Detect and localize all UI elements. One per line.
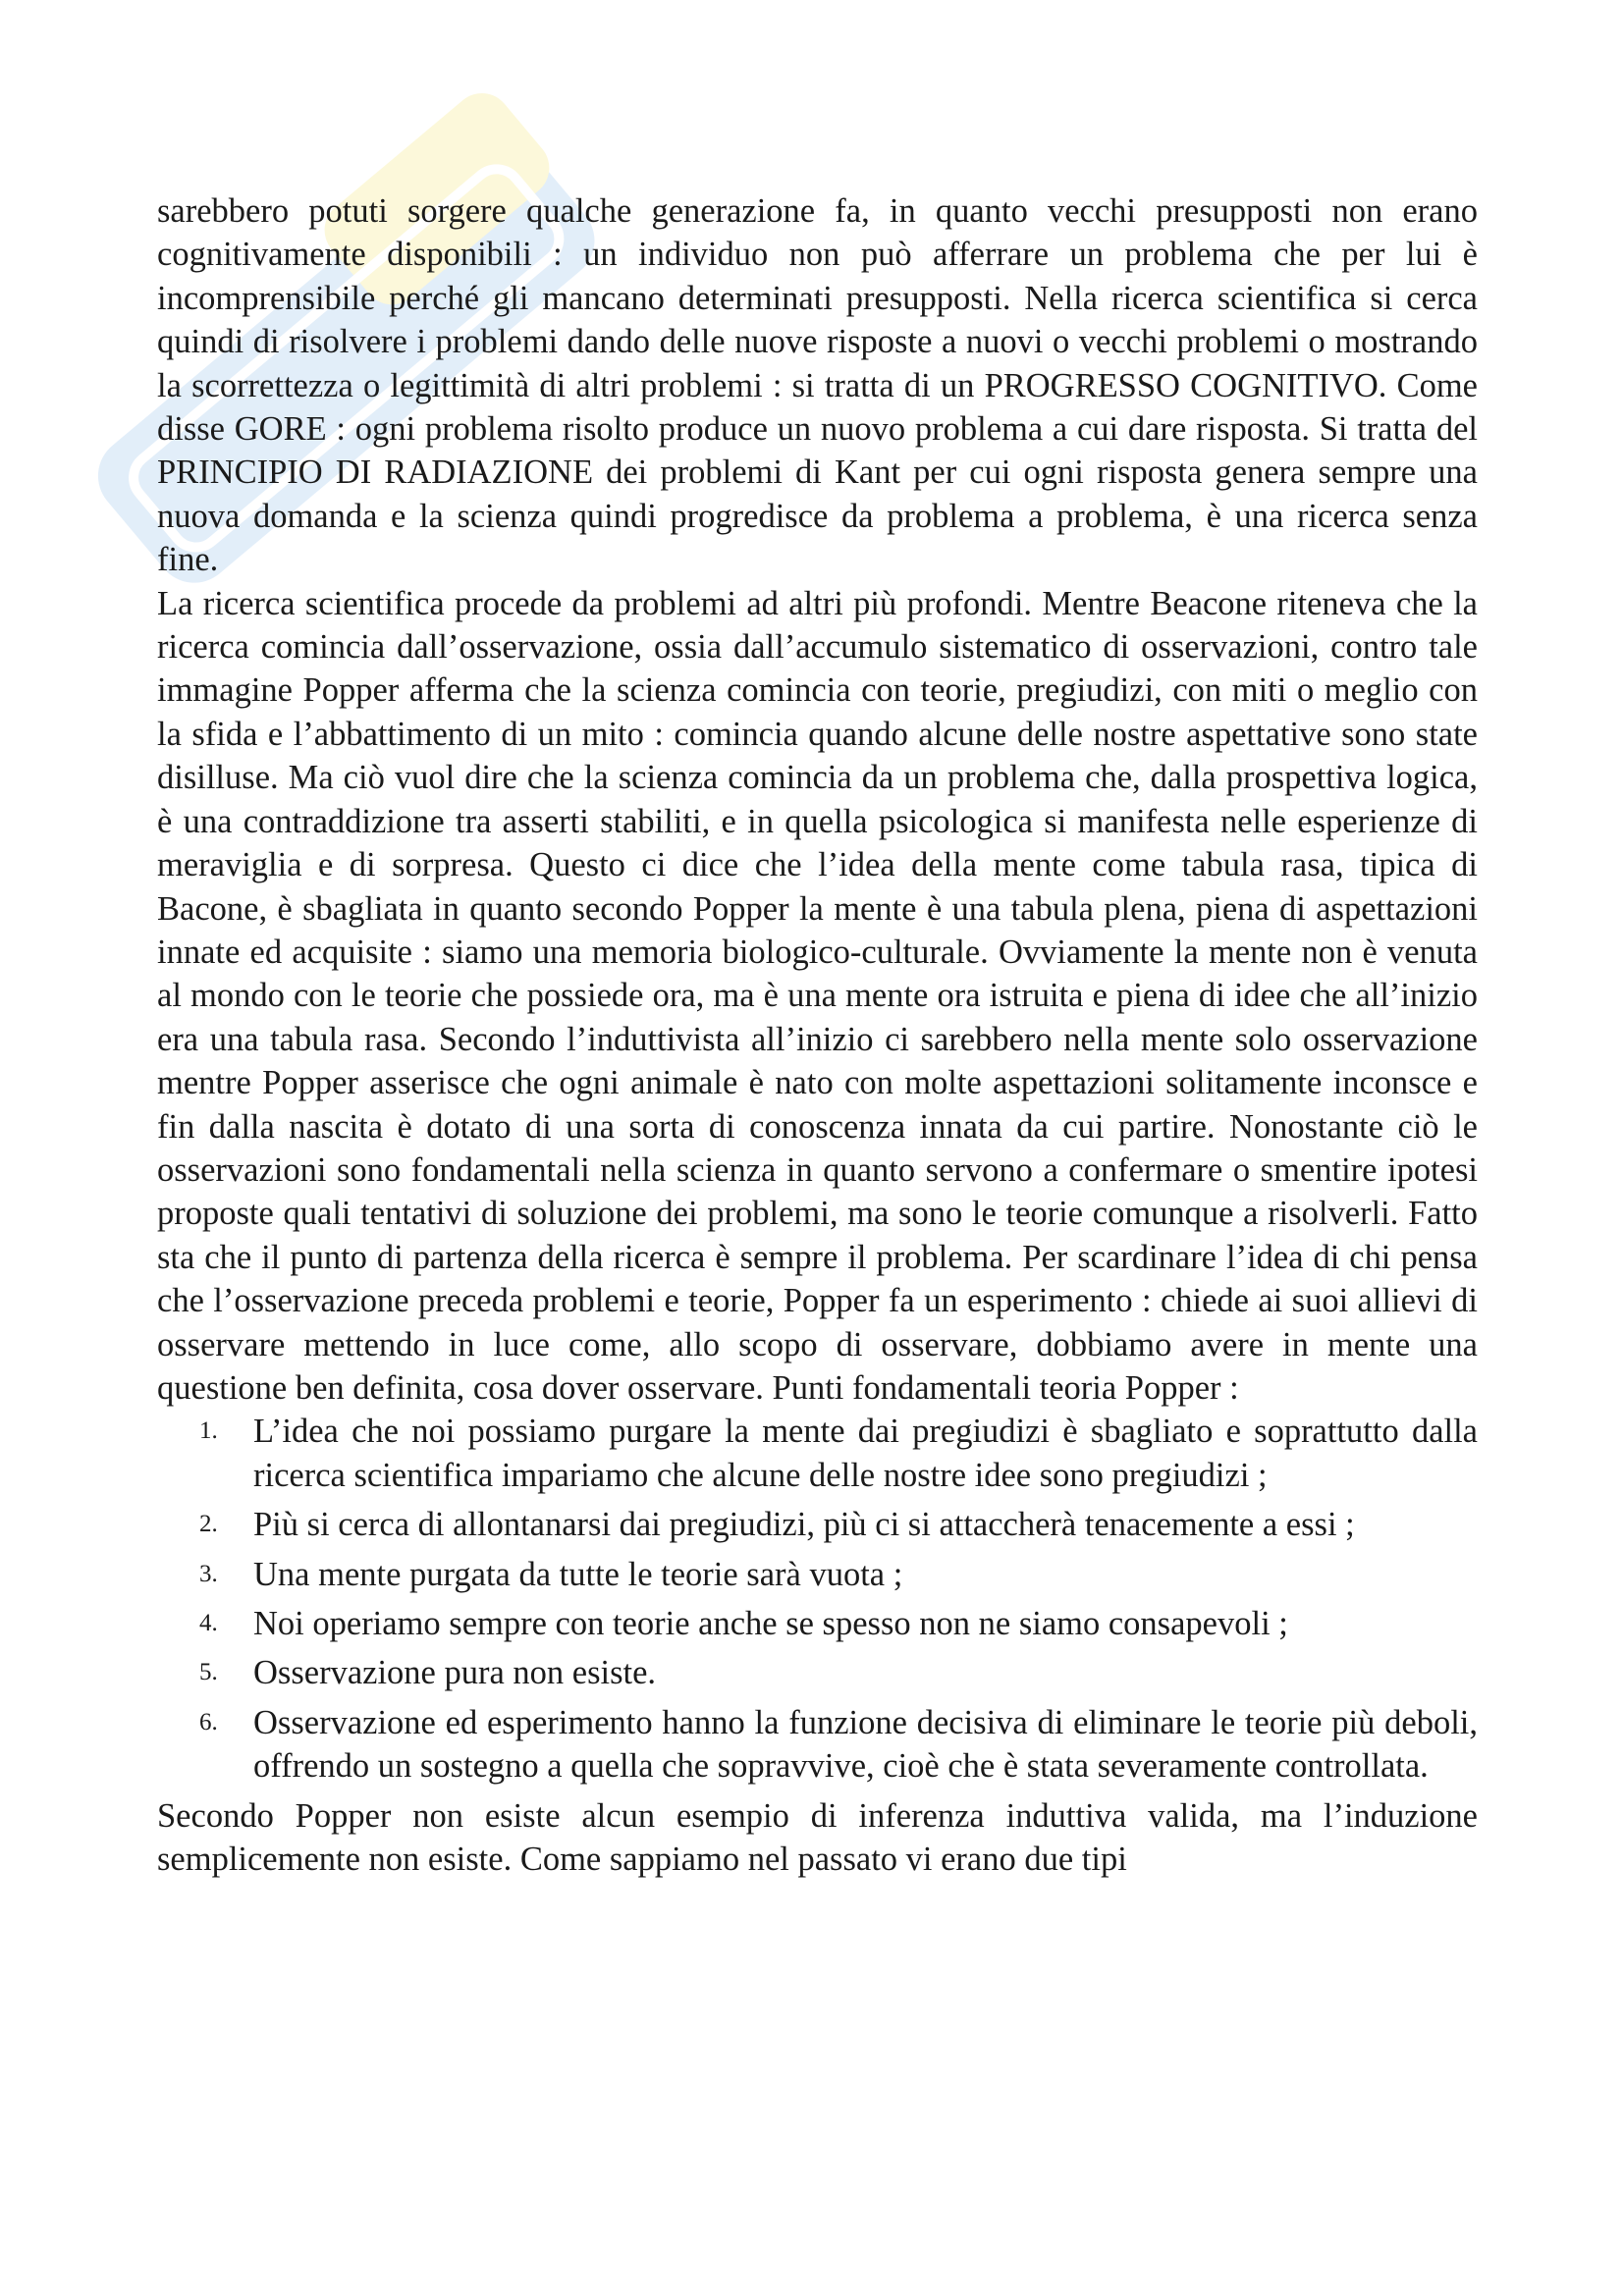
document-page	[157, 189, 1478, 1881]
list-text: Osservazione ed esperimento hanno la funzione decisiva di eliminare le teorie più deboli, offrendo un sostegno a quella che sopravvive, cioè che è stata severamente controllata.	[253, 1703, 1478, 1786]
list-item	[199, 1410, 1478, 1497]
paragraph-2: La ricerca scientifica procede da problemi ad altri più profondi. Mentre Beacone riteneva che la ricerca comincia dall’osservazione, ossia dall’accumulo sistematico di osservazioni, contro tale immagine Popper afferma che la scienza comincia con teorie, pregiudizi, con miti o meglio con la sfida e l’abbattimento di un mito : comincia quando alcune delle nostre aspettative sono state disilluse. Ma ciò vuol dire che la scienza comincia da un problema che, dalla prospettiva logica, è una contraddizione tra asserti stabiliti, e in quella psicologica si manifesta nelle esperienze di meraviglia e di sorpresa. Questo ci dice che l’idea della mente come tabula rasa, tipica di Bacone, è sbagliata in quanto secondo Popper la mente è una tabula plena, piena di aspettazioni innate ed acquisite : siamo una memoria biologico-culturale. Ovviamente la mente non è venuta al mondo con le teorie che possiede ora, ma è una mente ora istruita e piena di idee che all’inizio era una tabula rasa. Secondo l’induttivista all’inizio ci sarebbero nella mente solo osservazione mentre Popper asserisce che ogni animale è nato con molte aspettazioni solitamente inconsce e fin dalla nascita è dotato di una sorta di conoscenza innata da cui partire. Nonostante ciò le osservazioni sono fondamentali nella scienza in quanto servono a confermare o smentire ipotesi proposte quali tentativi di soluzione dei problemi, ma sono le teorie comunque a risolverli. Fatto sta che il punto di partenza della ricerca è sempre il problema. Per scardinare l’idea di chi pensa che l’osservazione preceda problemi e teorie, Popper fa un esperimento : chiede ai suoi allievi di osservare mettendo in luce come, allo scopo di osservare, dobbiamo avere in mente una questione ben definita, cosa dover osservare. Punti fondamentali teoria Popper :	[157, 584, 1478, 1407]
list-item	[199, 1701, 1478, 1789]
popper-points-list	[157, 1410, 1478, 1788]
list-text: Più si cerca di allontanarsi dai pregiudizi, più ci si attaccherà tenacemente a essi ;	[253, 1506, 1355, 1544]
list-number: 2.	[199, 1511, 218, 1538]
list-number: 5.	[199, 1659, 218, 1686]
list-text: Noi operiamo sempre con teorie anche se spesso non ne siamo consapevoli ;	[253, 1605, 1288, 1642]
list-text: Osservazione pura non esiste.	[253, 1654, 657, 1692]
paragraph-3: Secondo Popper non esiste alcun esempio di inferenza induttiva valida, ma l’induzione semplicemente non esiste. Come sappiamo nel passato vi erano due tipi	[157, 1796, 1478, 1879]
list-item	[199, 1651, 1478, 1694]
list-number: 6.	[199, 1708, 218, 1735]
list-number: 4.	[199, 1610, 218, 1636]
list-number: 3.	[199, 1560, 218, 1587]
list-item	[199, 1602, 1478, 1645]
paragraph-1: sarebbero potuti sorgere qualche generazione fa, in quanto vecchi presupposti non erano cognitivamente disponibili : un individuo non può afferrare un problema che per lui è incomprensibile perché gli mancano determinati presupposti. Nella ricerca scientifica si cerca quindi di risolvere i problemi dando delle nuove risposte a nuovi o vecchi problemi o mostrando la scorrettezza o legittimità di altri problemi : si tratta di un PROGRESSO COGNITIVO. Come disse GORE : ogni problema risolto produce un nuovo problema a cui dare risposta. Si tratta del PRINCIPIO DI RADIAZIONE dei problemi di Kant per cui ogni risposta genera sempre una nuova domanda e la scienza quindi progredisce da problema a problema, è una ricerca senza fine.	[157, 192, 1478, 579]
list-text: L’idea che noi possiamo purgare la mente dai pregiudizi è sbagliato e soprattutto dalla ricerca scientifica impariamo che alcune delle nostre idee sono pregiudizi ;	[253, 1413, 1478, 1494]
list-number: 1.	[199, 1417, 218, 1445]
list-item	[199, 1503, 1478, 1546]
list-item	[199, 1553, 1478, 1596]
list-text: Una mente purgata da tutte le teorie sarà vuota ;	[253, 1555, 903, 1593]
